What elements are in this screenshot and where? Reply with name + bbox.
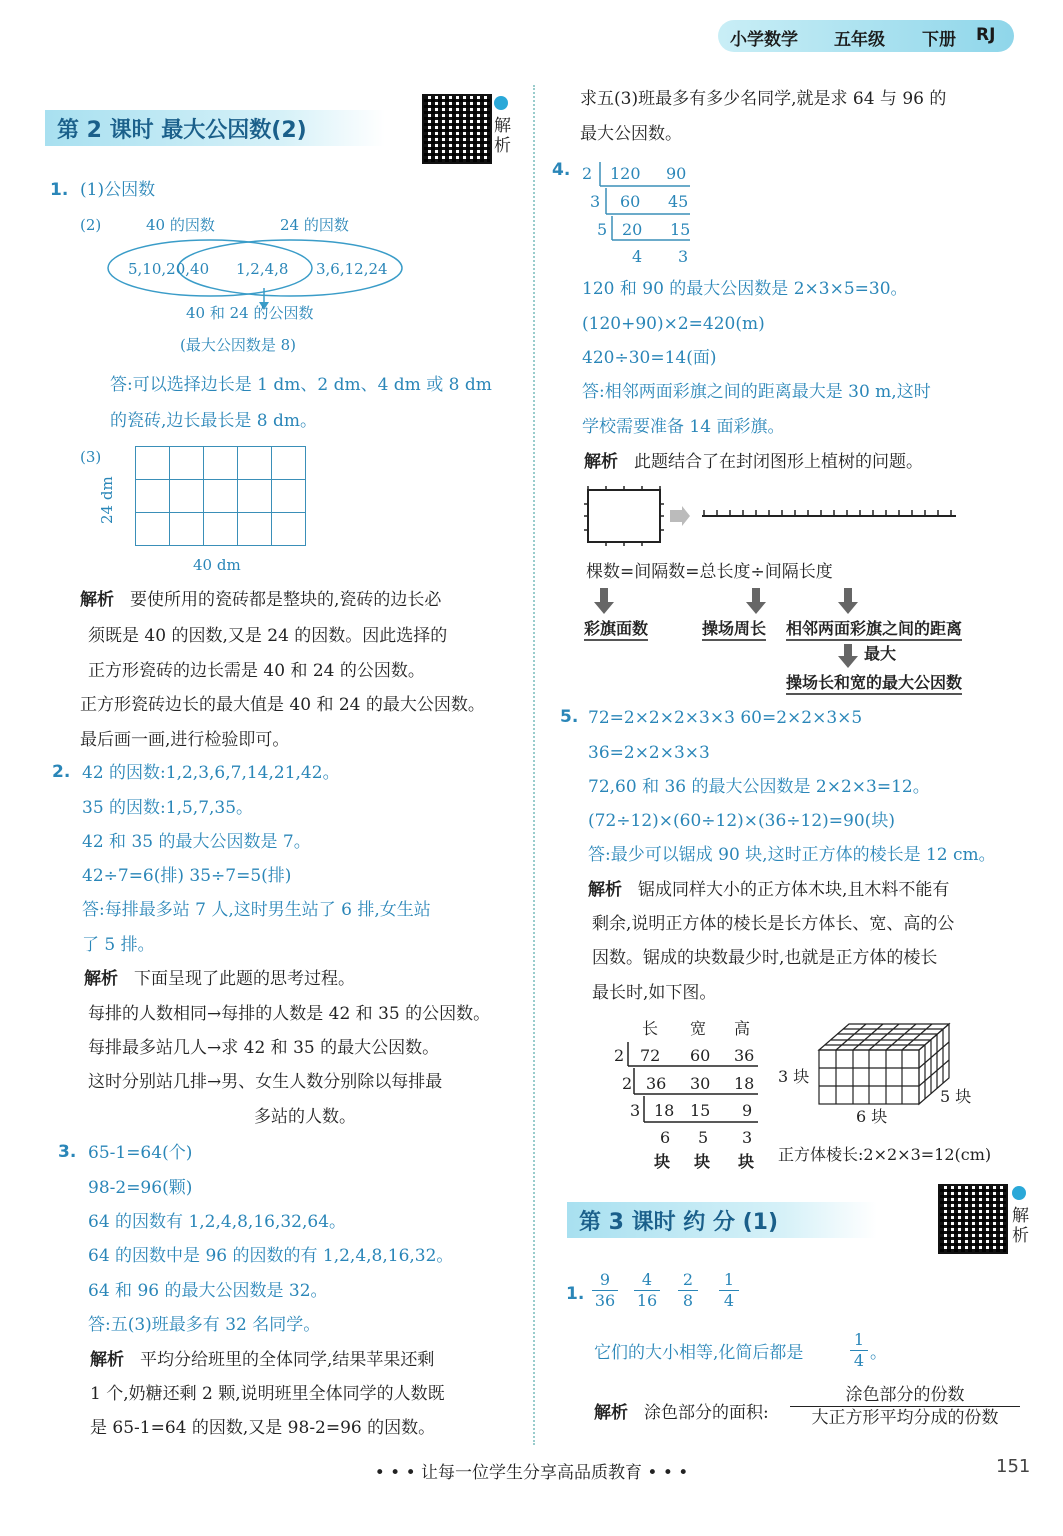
q5-div-a2: 36: [646, 1074, 667, 1093]
q5-line-2: 36=2×2×3×3: [588, 743, 710, 763]
q4-line-2: (120+90)×2=420(m): [582, 314, 765, 334]
header-edition: RJ: [976, 25, 996, 45]
lesson-3-title: 第 3 课时 约 分 (1): [579, 1210, 779, 1235]
lesson-2-title-bar: [45, 110, 385, 146]
q5-head-length: 长: [642, 1019, 659, 1038]
q2-flow-2: 每排最多站几人→求 42 和 35 的最大公因数。: [88, 1038, 440, 1058]
q5-explain-4: 最长时,如下图。: [592, 983, 717, 1003]
venn-right-only: 3,6,12,24: [316, 260, 388, 278]
column-divider: [533, 85, 535, 1445]
q2-line-3: 42 和 35 的最大公因数是 7。: [82, 832, 311, 852]
qr-label: 解析: [494, 116, 511, 156]
tile-grid: [135, 446, 306, 546]
l3q1-fraction: [790, 1384, 1020, 1429]
q5-line-4: (72÷12)×(60÷12)×(36÷12)=90(块): [588, 811, 895, 831]
q2-line-2: 35 的因数:1,5,7,35。: [82, 798, 254, 818]
play-icon-2: [1012, 1186, 1026, 1200]
q5-line-3: 72,60 和 36 的最大公因数是 2×2×3=12。: [588, 777, 930, 797]
fraction-simplified: [850, 1330, 868, 1371]
q4-formula: 棵数=间隔数=总长度÷间隔长度: [586, 562, 833, 582]
header-grade: 五年级: [834, 30, 885, 50]
q1-number: 1.: [50, 180, 69, 200]
q5-div-d2: 2: [622, 1074, 633, 1093]
fraction-numerator: 4: [634, 1270, 660, 1291]
q2-flow-3: 这时分别站几排→男、女生人数分别除以每排最: [88, 1072, 443, 1092]
q1-part3: (3): [80, 448, 102, 466]
q5-div-a4: 6: [660, 1128, 671, 1147]
venn-common-label: 40 和 24 的公因数: [186, 304, 314, 322]
fraction-numerator: 2: [678, 1270, 698, 1291]
fraction-numerator: 1: [719, 1270, 739, 1291]
q2-line-6: 了 5 排。: [82, 935, 155, 955]
l3q1-frac-den: 大正方形平均分成的份数: [811, 1408, 999, 1428]
q5-div-b4: 5: [698, 1128, 709, 1147]
q1-explain-2: 须既是 40 的因数,又是 24 的因数。因此选择的: [88, 626, 448, 646]
q2-line-4: 42÷7=6(排) 35÷7=5(排): [82, 866, 292, 886]
q1-part1: (1)公因数: [80, 180, 156, 200]
q5-cube-height: 3 块: [778, 1067, 810, 1086]
play-icon: [494, 96, 508, 110]
q1-explain-4: 正方形瓷砖边长的最大值是 40 和 24 的最大公因数。: [80, 695, 485, 715]
q2-flow-4: 多站的人数。: [254, 1107, 356, 1127]
l3q1-frac-num: 涂色部分的份数: [790, 1384, 1020, 1407]
q5-cuboid-diagram: [815, 1020, 955, 1110]
q5-div-c2: 18: [734, 1074, 755, 1093]
q3-cont-1: 求五(3)班最多有多少名同学,就是求 64 与 96 的: [580, 89, 947, 109]
fraction-9-36: [592, 1270, 618, 1311]
venn-common: 1,2,4,8: [236, 260, 289, 278]
q3-line-1: 65-1=64(个): [88, 1143, 193, 1163]
grid-side-label: 24 dm: [98, 476, 116, 524]
fraction-denominator: 16: [636, 1291, 658, 1310]
q5-number: 5.: [560, 707, 579, 727]
q2-line-1: 42 的因数:1,2,3,6,7,14,21,42。: [82, 763, 340, 783]
q5-div-d1: 2: [614, 1046, 625, 1065]
q5-div-d3: 3: [630, 1101, 641, 1120]
q4-map-1: 彩旗面数: [584, 616, 648, 641]
q4-jiexi: 解析: [584, 452, 618, 472]
qr-code-icon[interactable]: [422, 94, 492, 164]
q2-line-5: 答:每排最多站 7 人,这时男生站了 6 排,女生站: [82, 900, 431, 920]
q5-unit-2: 块: [694, 1152, 711, 1171]
page-number: 151: [996, 1456, 1031, 1477]
q4-line-5: 学校需要准备 14 面彩旗。: [582, 417, 785, 437]
q2-explain-head: 下面呈现了此题的思考过程。: [134, 969, 355, 989]
q4-division-ladder: [580, 160, 710, 270]
q4-field-diagram: [578, 484, 962, 550]
l3q1-period: 。: [870, 1343, 887, 1363]
q3-explain-1: 平均分给班里的全体同学,结果苹果还剩: [140, 1350, 435, 1370]
q4-div-d1: 2: [582, 164, 593, 183]
l3q1-explain: 涂色部分的面积:: [644, 1403, 769, 1423]
l3q1-sentence: 它们的大小相等,化简后都是: [594, 1343, 804, 1363]
q4-down-arrows: [590, 586, 870, 616]
fraction-numerator: 9: [592, 1270, 618, 1291]
q1-explain-1: 要使所用的瓷砖都是整块的,瓷砖的边长必: [130, 590, 442, 610]
q5-line-1: 72=2×2×2×3×3 60=2×2×3×5: [588, 708, 863, 728]
q5-unit-3: 块: [738, 1152, 755, 1171]
q4-line-1: 120 和 90 的最大公因数是 2×3×5=30。: [582, 279, 908, 299]
fraction-denominator: 36: [594, 1291, 616, 1310]
q1-explain-5: 最后画一画,进行检验即可。: [80, 730, 290, 750]
venn-label-40: 40 的因数: [146, 216, 215, 234]
fraction-denominator: 4: [853, 1351, 865, 1370]
grid-bottom-label: 40 dm: [193, 556, 241, 574]
q5-div-b1: 60: [690, 1046, 711, 1065]
q1-answer-2: 的瓷砖,边长最长是 8 dm。: [110, 411, 318, 431]
q1-part2: (2): [80, 216, 102, 234]
q4-div-a4: 4: [632, 247, 643, 266]
l3q1-number: 1.: [566, 1284, 585, 1304]
venn-gcd-label: (最大公因数是 8): [180, 336, 297, 354]
fraction-numerator: 1: [850, 1330, 868, 1351]
l3q1-jiexi: 解析: [594, 1403, 628, 1423]
venn-left-only: 5,10,20,40: [128, 260, 210, 278]
q3-line-5: 64 和 96 的最大公因数是 32。: [88, 1281, 328, 1301]
qr-code-icon-2[interactable]: [938, 1184, 1008, 1254]
q4-div-b1: 90: [666, 164, 687, 183]
q4-map-2: 操场周长: [702, 616, 766, 641]
q4-div-d3: 5: [597, 220, 608, 239]
header-pill: [718, 20, 1014, 52]
q5-head-height: 高: [734, 1019, 751, 1038]
q4-max-label: 最大: [864, 644, 897, 663]
q4-line-3: 420÷30=14(面): [582, 348, 717, 368]
q5-unit-1: 块: [654, 1152, 671, 1171]
fraction-2-8: [678, 1270, 698, 1311]
q5-explain-2: 剩余,说明正方体的棱长是长方体长、宽、高的公: [592, 914, 955, 934]
fraction-denominator: 8: [682, 1291, 694, 1310]
q3-jiexi: 解析: [90, 1350, 124, 1370]
q2-jiexi: 解析: [84, 969, 118, 989]
q3-number: 3.: [58, 1142, 77, 1162]
q1-jiexi: 解析: [80, 590, 114, 610]
q1-explain-3: 正方形瓷砖的边长需是 40 和 24 的公因数。: [88, 661, 425, 681]
q5-jiexi: 解析: [588, 880, 622, 900]
q5-head-width: 宽: [690, 1019, 707, 1038]
q5-div-c3: 9: [742, 1101, 753, 1120]
q4-map-4: 操场长和宽的最大公因数: [786, 670, 962, 695]
header-subject: 小学数学: [730, 30, 798, 50]
q5-edge: 正方体棱长:2×2×3=12(cm): [778, 1145, 992, 1164]
q4-explain: 此题结合了在封闭图形上植树的问题。: [634, 452, 923, 472]
q3-line-4: 64 的因数中是 96 的因数的有 1,2,4,8,16,32。: [88, 1246, 454, 1266]
q4-line-4: 答:相邻两面彩旗之间的距离最大是 30 m,这时: [582, 382, 931, 402]
q5-div-b3: 15: [690, 1101, 711, 1120]
q4-div-b3: 15: [670, 220, 691, 239]
q5-div-b2: 30: [690, 1074, 711, 1093]
q3-line-6: 答:五(3)班最多有 32 名同学。: [88, 1315, 321, 1335]
q5-div-a1: 72: [640, 1046, 661, 1065]
q5-explain-1: 锯成同样大小的正方体木块,且木料不能有: [638, 880, 950, 900]
fraction-1-4: [719, 1270, 739, 1311]
q3-line-2: 98-2=96(颗): [88, 1178, 193, 1198]
q5-div-c1: 36: [734, 1046, 755, 1065]
q5-cube-depth: 5 块: [940, 1087, 972, 1106]
q4-div-b4: 3: [678, 247, 689, 266]
lesson-3-title-bar: [567, 1202, 877, 1238]
q2-number: 2.: [52, 762, 71, 782]
qr-label-2: 解析: [1012, 1206, 1029, 1246]
q3-explain-2: 1 个,奶糖还剩 2 颗,说明班里全体同学的人数既: [90, 1384, 445, 1404]
q4-div-a1: 120: [610, 164, 641, 183]
footer-slogan: • • • 让每一位学生分享高品质教育 • • •: [374, 1463, 689, 1483]
q5-div-a3: 18: [654, 1101, 675, 1120]
q4-down-arrow-max: [838, 642, 858, 668]
q3-line-3: 64 的因数有 1,2,4,8,16,32,64。: [88, 1212, 347, 1232]
venn-label-24: 24 的因数: [280, 216, 349, 234]
fraction-4-16: [634, 1270, 660, 1311]
q5-cube-width: 6 块: [856, 1107, 888, 1126]
q1-answer-1: 答:可以选择边长是 1 dm、2 dm、4 dm 或 8 dm: [110, 375, 492, 395]
q5-line-5: 答:最少可以锯成 90 块,这时正方体的棱长是 12 cm。: [588, 845, 996, 865]
q4-number: 4.: [552, 160, 571, 180]
q3-cont-2: 最大公因数。: [580, 124, 682, 144]
q2-flow-1: 每排的人数相同→每排的人数是 42 和 35 的公因数。: [88, 1004, 491, 1024]
q4-div-d2: 3: [590, 192, 601, 211]
fraction-denominator: 4: [723, 1291, 735, 1310]
q5-explain-3: 因数。锯成的块数最少时,也就是正方体的棱长: [592, 948, 938, 968]
q3-explain-3: 是 65-1=64 的因数,又是 98-2=96 的因数。: [90, 1418, 436, 1438]
q4-div-b2: 45: [668, 192, 689, 211]
q4-div-a2: 60: [620, 192, 641, 211]
lesson-2-title: 第 2 课时 最大公因数(2): [57, 118, 307, 143]
q4-map-3: 相邻两面彩旗之间的距离: [786, 616, 962, 641]
q5-div-c4: 3: [742, 1128, 753, 1147]
q4-div-a3: 20: [622, 220, 643, 239]
header-volume: 下册: [922, 30, 956, 50]
